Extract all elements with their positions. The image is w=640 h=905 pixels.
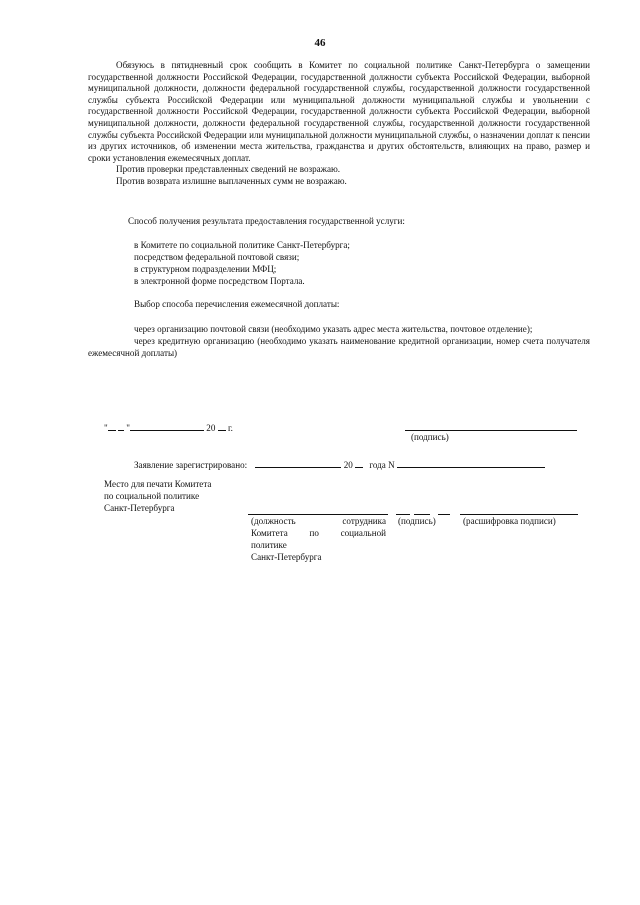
- date-quote-close: ": [126, 423, 130, 433]
- no-objection-check: Против проверки представленных сведений не возражаю.: [116, 164, 341, 175]
- date-line: [104, 421, 233, 435]
- obligation-block: [88, 60, 590, 188]
- result-option-committee: в Комитете по социальной политике Санкт-Петербурга;: [134, 240, 350, 250]
- decoding-rule: [460, 514, 578, 515]
- year-blank: [218, 421, 226, 431]
- day-blank: [108, 421, 116, 431]
- official-signature-label: (подпись): [398, 516, 436, 526]
- registration-line: [134, 458, 545, 472]
- official-signature-rule-2: [414, 514, 430, 515]
- signature-rule: [405, 430, 577, 431]
- registration-year-prefix: 20: [343, 460, 353, 470]
- official-signature-rule-3: [438, 514, 450, 515]
- transfer-option-bank: через кредитную организацию (необходимо указать наименование кредитной организации, номер счета получателя ежемесячной доплаты): [88, 336, 590, 358]
- result-option-post: посредством федеральной почтовой связи;: [134, 252, 300, 262]
- official-position-line-3: политике: [251, 540, 287, 550]
- page-number: 46: [314, 37, 326, 49]
- no-objection-refund: Против возврата излишне выплаченных сумм не возражаю.: [116, 175, 347, 186]
- registration-label: Заявление зарегистрировано:: [134, 460, 248, 470]
- transfer-method-heading: Выбор способа перечисления ежемесячной доплаты:: [134, 299, 340, 309]
- obligation-paragraph: Обязуюсь в пятидневный срок сообщить в Комитет по социальной политике Санкт-Петербурга о замещении государственной должности Российской Федерации, государственной должности субъекта Российской Федерации, выборной муниципальной должности, должности федеральной государственной службы, государственной должности государственной службы субъекта Российской Федерации или муниципальной должности муниципальной службы и увольнении с государственной должности Российской Федерации, государственной должности субъекта Российской Федерации, выборной муниципальной должности, должности федеральной государственной службы, государственной должности государственной службы субъекта Российской Федерации или муниципальной должности муниципальной службы, о назначении доплат к пенсии из других источников, об изменении места жительства, гражданства и других обстоятельств, влияющих на право, размер и сроки установления ежемесячных доплат.: [88, 60, 590, 163]
- stamp-place-line-2: по социальной политике: [104, 491, 200, 501]
- transfer-option-post: через организацию почтовой связи (необходимо указать адрес места жительства, почтовое отделение);: [134, 324, 533, 334]
- month-blank: [130, 421, 204, 431]
- official-signature-rule-1: [396, 514, 410, 515]
- date-year-suffix: г.: [227, 423, 233, 433]
- official-position-line-4: Санкт-Петербурга: [251, 552, 322, 562]
- stamp-place-line-3: Санкт-Петербурга: [104, 503, 175, 513]
- result-option-portal: в электронной форме посредством Портала.: [134, 276, 305, 286]
- result-option-mfc: в структурном подразделении МФЦ;: [134, 264, 277, 274]
- registration-date-blank: [255, 458, 341, 468]
- official-decoding-label: (расшифровка подписи): [463, 516, 556, 526]
- official-position-line-2: Комитета по социальной: [251, 528, 386, 538]
- day-blank-2: [118, 421, 124, 431]
- registration-number-blank: [397, 458, 545, 468]
- date-quote-open: ": [104, 423, 108, 433]
- official-position-line-1: (должность сотрудника: [251, 516, 386, 526]
- date-year-prefix: 20: [206, 423, 216, 433]
- stamp-place-line-1: Место для печати Комитета: [104, 479, 212, 489]
- position-rule: [248, 514, 388, 515]
- registration-number-label: года N: [369, 460, 395, 470]
- result-method-heading: Способ получения результата предоставления государственной услуги:: [128, 216, 405, 226]
- signature-label: (подпись): [411, 432, 449, 442]
- registration-year-blank: [355, 458, 363, 468]
